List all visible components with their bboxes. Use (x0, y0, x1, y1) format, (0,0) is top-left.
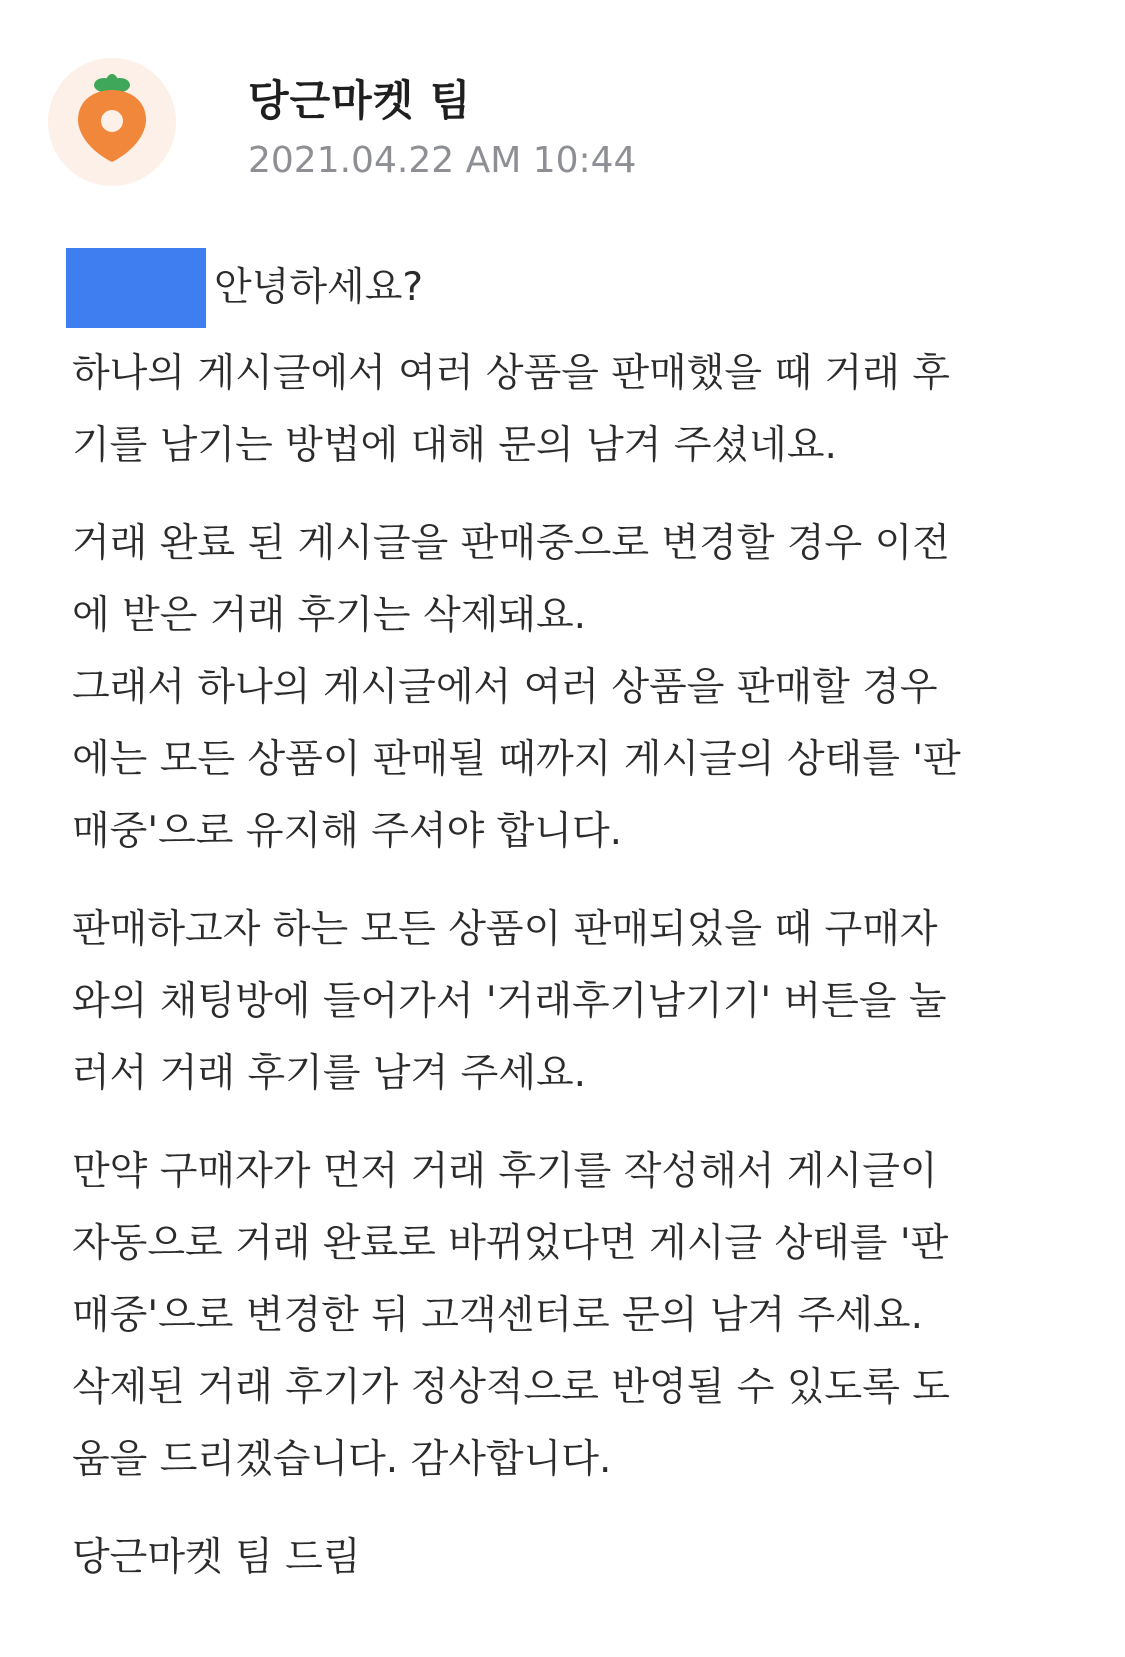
message-body (72, 248, 1072, 1594)
sender-name: 당근마켓 팀 (248, 76, 472, 125)
message-timestamp: 2021.04.22 AM 10:44 (248, 140, 637, 181)
message-paragraph-3: 판매하고자 하는 모든 상품이 판매되었을 때 구매자 와의 채팅방에 들어가서 '거래후기남기기' 버튼을 눌 러서 거래 후기를 남겨 주세요. (72, 907, 947, 1096)
message-header (0, 0, 1125, 200)
message-signature: 당근마켓 팀 드림 (72, 1535, 361, 1580)
message-paragraph-2: 거래 완료 된 게시글을 판매중으로 변경할 경우 이전 에 받은 거래 후기는 삭제돼요. 그래서 하나의 게시글에서 여러 상품을 판매할 경우 에는 모든 상품이 판매될 때까지 게시글의 상태를 '판 매중'으로 유지해 주셔야 합니다. (72, 521, 961, 854)
carrot-logo-icon (74, 74, 150, 170)
greeting-text: 안녕하세요? (214, 265, 424, 310)
message-paragraph-1: 하나의 게시글에서 여러 상품을 판매했을 때 거래 후 기를 남기는 방법에 대해 문의 남겨 주셨네요. (72, 351, 950, 468)
redacted-name-block (66, 248, 206, 328)
message-paragraph-4: 만약 구매자가 먼저 거래 후기를 작성해서 게시글이 자동으로 거래 완료로 바뀌었다면 게시글 상태를 '판 매중'으로 변경한 뒤 고객센터로 문의 남겨 주세요. 삭제된 거래 후기가 정상적으로 반영될 수 있도록 도 움을 드리겠습니다. 감사합니다. (72, 1149, 950, 1482)
sender-avatar (48, 58, 176, 186)
greeting-line (66, 248, 1072, 328)
